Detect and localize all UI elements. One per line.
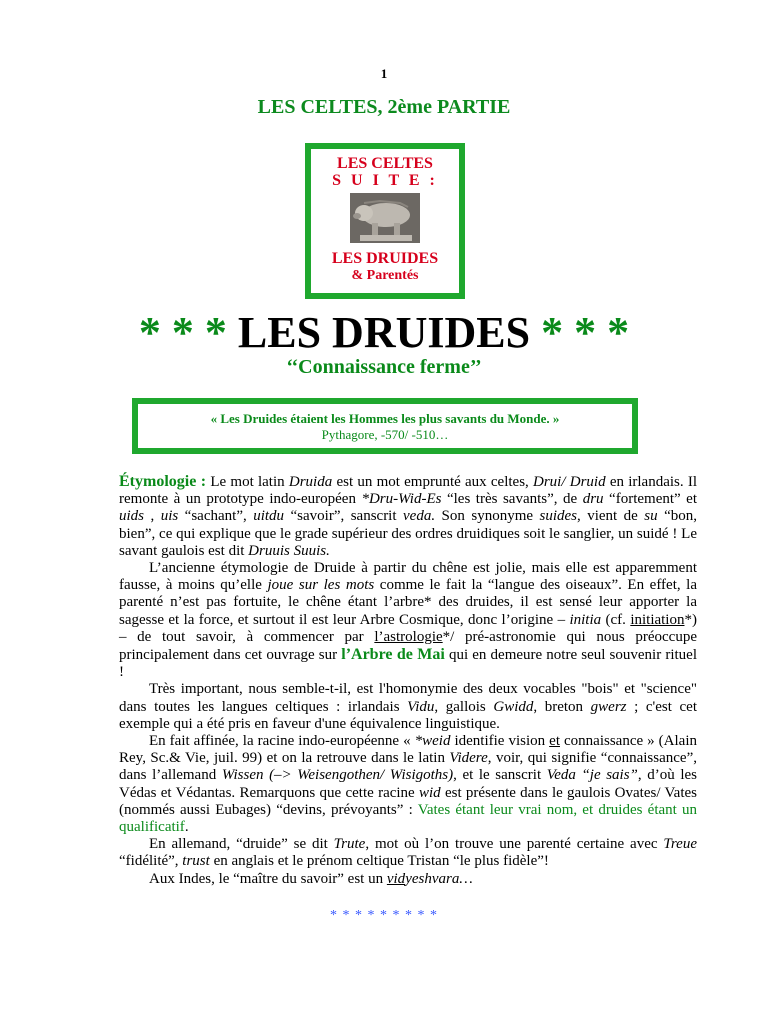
text-run: ,: [144, 508, 161, 525]
text-run: Son synonyme: [435, 508, 540, 525]
title-right-stars: * * *: [541, 308, 630, 357]
term: Veda “je sais”: [546, 767, 638, 784]
term: Druuis Suuis.: [248, 542, 330, 559]
etymology-label: Étymologie :: [119, 473, 207, 490]
title-left-stars: * * *: [138, 308, 227, 357]
logo-line4: & Parentés: [351, 268, 419, 283]
term: Videre: [449, 750, 488, 767]
quote-text: « Les Druides étaient les Hommes les plus savants du Monde. »: [210, 411, 560, 426]
text-run: ; c'est cet exemple qui a été pris en faveur d'une équivalence linguistique.: [119, 698, 697, 732]
quote-box: [132, 398, 638, 454]
paragraph-root: [119, 733, 697, 836]
logo-line2: S U I T E :: [332, 172, 438, 189]
text-run: , et le sanscrit: [453, 767, 547, 784]
paragraph-german: [119, 836, 697, 870]
text-run: “les très savants”, de: [441, 491, 583, 508]
text-run: Aux Indes, le “maître du savoir” est un: [149, 870, 387, 887]
text-run: .: [184, 819, 189, 836]
text-run: En fait affinée, la racine indo-européenne «: [149, 733, 415, 750]
term: dru: [582, 491, 604, 508]
text-run: , voir, qui signifie “connaissance”, dans l’allemand: [119, 750, 697, 784]
term: Treue: [663, 836, 697, 853]
term: initia: [569, 611, 602, 628]
text-run: *) – de tout savoir, à commencer par: [119, 611, 697, 645]
text-run: comme le fait la “langue des oiseaux”. En effet, la parenté n’est pas fortuite, le chêne étant l’arbre* des druides, il est sensé leur apporter la sagesse et la force, et surtout il est leur Arbre Cosmique, donc l’origine –: [119, 577, 698, 628]
text-run: , breton: [533, 698, 591, 715]
boar-figure-icon: [350, 193, 420, 243]
term: Gwidd: [493, 698, 534, 715]
paragraph-homonymy: [119, 681, 697, 733]
term: wid: [419, 784, 441, 801]
term: joue sur les mots: [267, 577, 375, 594]
initiation-link[interactable]: initiation: [630, 611, 685, 628]
text-run: “savoir”, sanscrit: [284, 508, 403, 525]
quote-source: Pythagore, -570/ -510…: [321, 427, 449, 442]
logo-line1: LES CELTES: [337, 155, 433, 172]
paragraph-etymology: [119, 473, 697, 560]
text-run: (cf.: [601, 611, 631, 628]
arbre-de-mai: l’Arbre de Mai: [341, 646, 445, 664]
term: veda.: [403, 508, 436, 525]
text-run: identifie vision: [450, 733, 550, 750]
term: *Dru-Wid-Es: [361, 491, 442, 508]
title-text: LES DRUIDES: [237, 308, 531, 357]
text-run: yeshvara…: [405, 870, 473, 887]
paragraph-india: [119, 871, 697, 888]
text-run: est présente dans le gaulois Ovates/ Vates (nommés aussi Eubages) “devins, prévoyants” :: [119, 784, 697, 818]
text-run: Le mot latin: [206, 474, 289, 490]
astrologie-link[interactable]: l’astrologie: [374, 628, 443, 645]
text-run: qui en demeure notre seul souvenir rituel !: [119, 647, 697, 681]
term: uis: [160, 508, 179, 525]
term: *weid: [414, 733, 451, 750]
separator-stars: * * * * * * * * *: [330, 908, 438, 923]
page-number: 1: [380, 66, 388, 81]
term: suides: [539, 508, 577, 525]
underlined-vid: vid: [386, 870, 406, 887]
text-run: , gallois: [434, 698, 494, 715]
underlined-et: et: [549, 733, 560, 750]
term: Drui/ Druid: [533, 474, 606, 490]
text-run: En allemand, “druide” se dit: [149, 836, 334, 853]
text-run: “fidélité”,: [119, 853, 183, 870]
term: Wissen (–> Weisengothen/ Wisigoths): [221, 767, 454, 784]
term: gwerz: [590, 698, 627, 715]
term: trust: [182, 853, 210, 870]
subtitle: ‘‘Connaissance ferme’’: [286, 356, 482, 378]
text-run: en anglais et le prénom celtique Tristan “le plus fidèle”!: [209, 853, 549, 870]
term: Trute: [333, 836, 366, 853]
main-title: [0, 307, 768, 359]
green-statement: Vates étant leur vrai nom, et druides étant un qualificatif: [119, 801, 697, 836]
term: uids: [119, 508, 145, 525]
text-run: L’ancienne étymologie de Druide à partir du chêne est jolie, mais elle est apparemment fausse, à moins qu’elle: [119, 560, 697, 594]
term: Druida: [288, 474, 333, 490]
logo-line3: LES DRUIDES: [331, 250, 439, 267]
paragraph-oak: [119, 560, 697, 681]
text-run: , mot où l’on trouve une parenté certaine avec: [365, 836, 664, 853]
text-run: “fortement” et: [603, 491, 698, 508]
text-run: */ pré-astronomie qui nous préoccupe principalement dans cet ouvrage sur: [119, 628, 697, 664]
text-run: Très important, nous semble-t-il, est l'homonymie des deux vocables "bois" et "science" dans toutes les langues celtiques : irlandais: [119, 681, 697, 715]
term: [387, 871, 473, 887]
term: su: [644, 508, 658, 525]
text-run: “sachant”,: [178, 508, 254, 525]
term: uitdu: [253, 508, 285, 525]
text-run: “bon, bien”, ce qui explique que le grade supérieur des ordres druidiques soit le sanglier, un suidé ! Le savant gaulois est dit: [119, 508, 697, 559]
part-title: LES CELTES, 2ème PARTIE: [257, 96, 511, 118]
logo-box: [305, 143, 465, 299]
text-run: , d’où les Védas et Védantas. Remarquons que cette racine: [119, 767, 697, 801]
text-run: est un mot emprunté aux celtes,: [332, 474, 534, 490]
text-run: en irlandais. Il remonte à un prototype indo-européen: [119, 474, 697, 508]
text-run: , vient de: [576, 508, 645, 525]
term: Vidu: [407, 698, 435, 715]
body-text: [119, 473, 697, 888]
text-run: connaissance » (Alain Rey, Sc.& Vie, juil. 99) et on la retrouve dans le latin: [119, 733, 697, 767]
